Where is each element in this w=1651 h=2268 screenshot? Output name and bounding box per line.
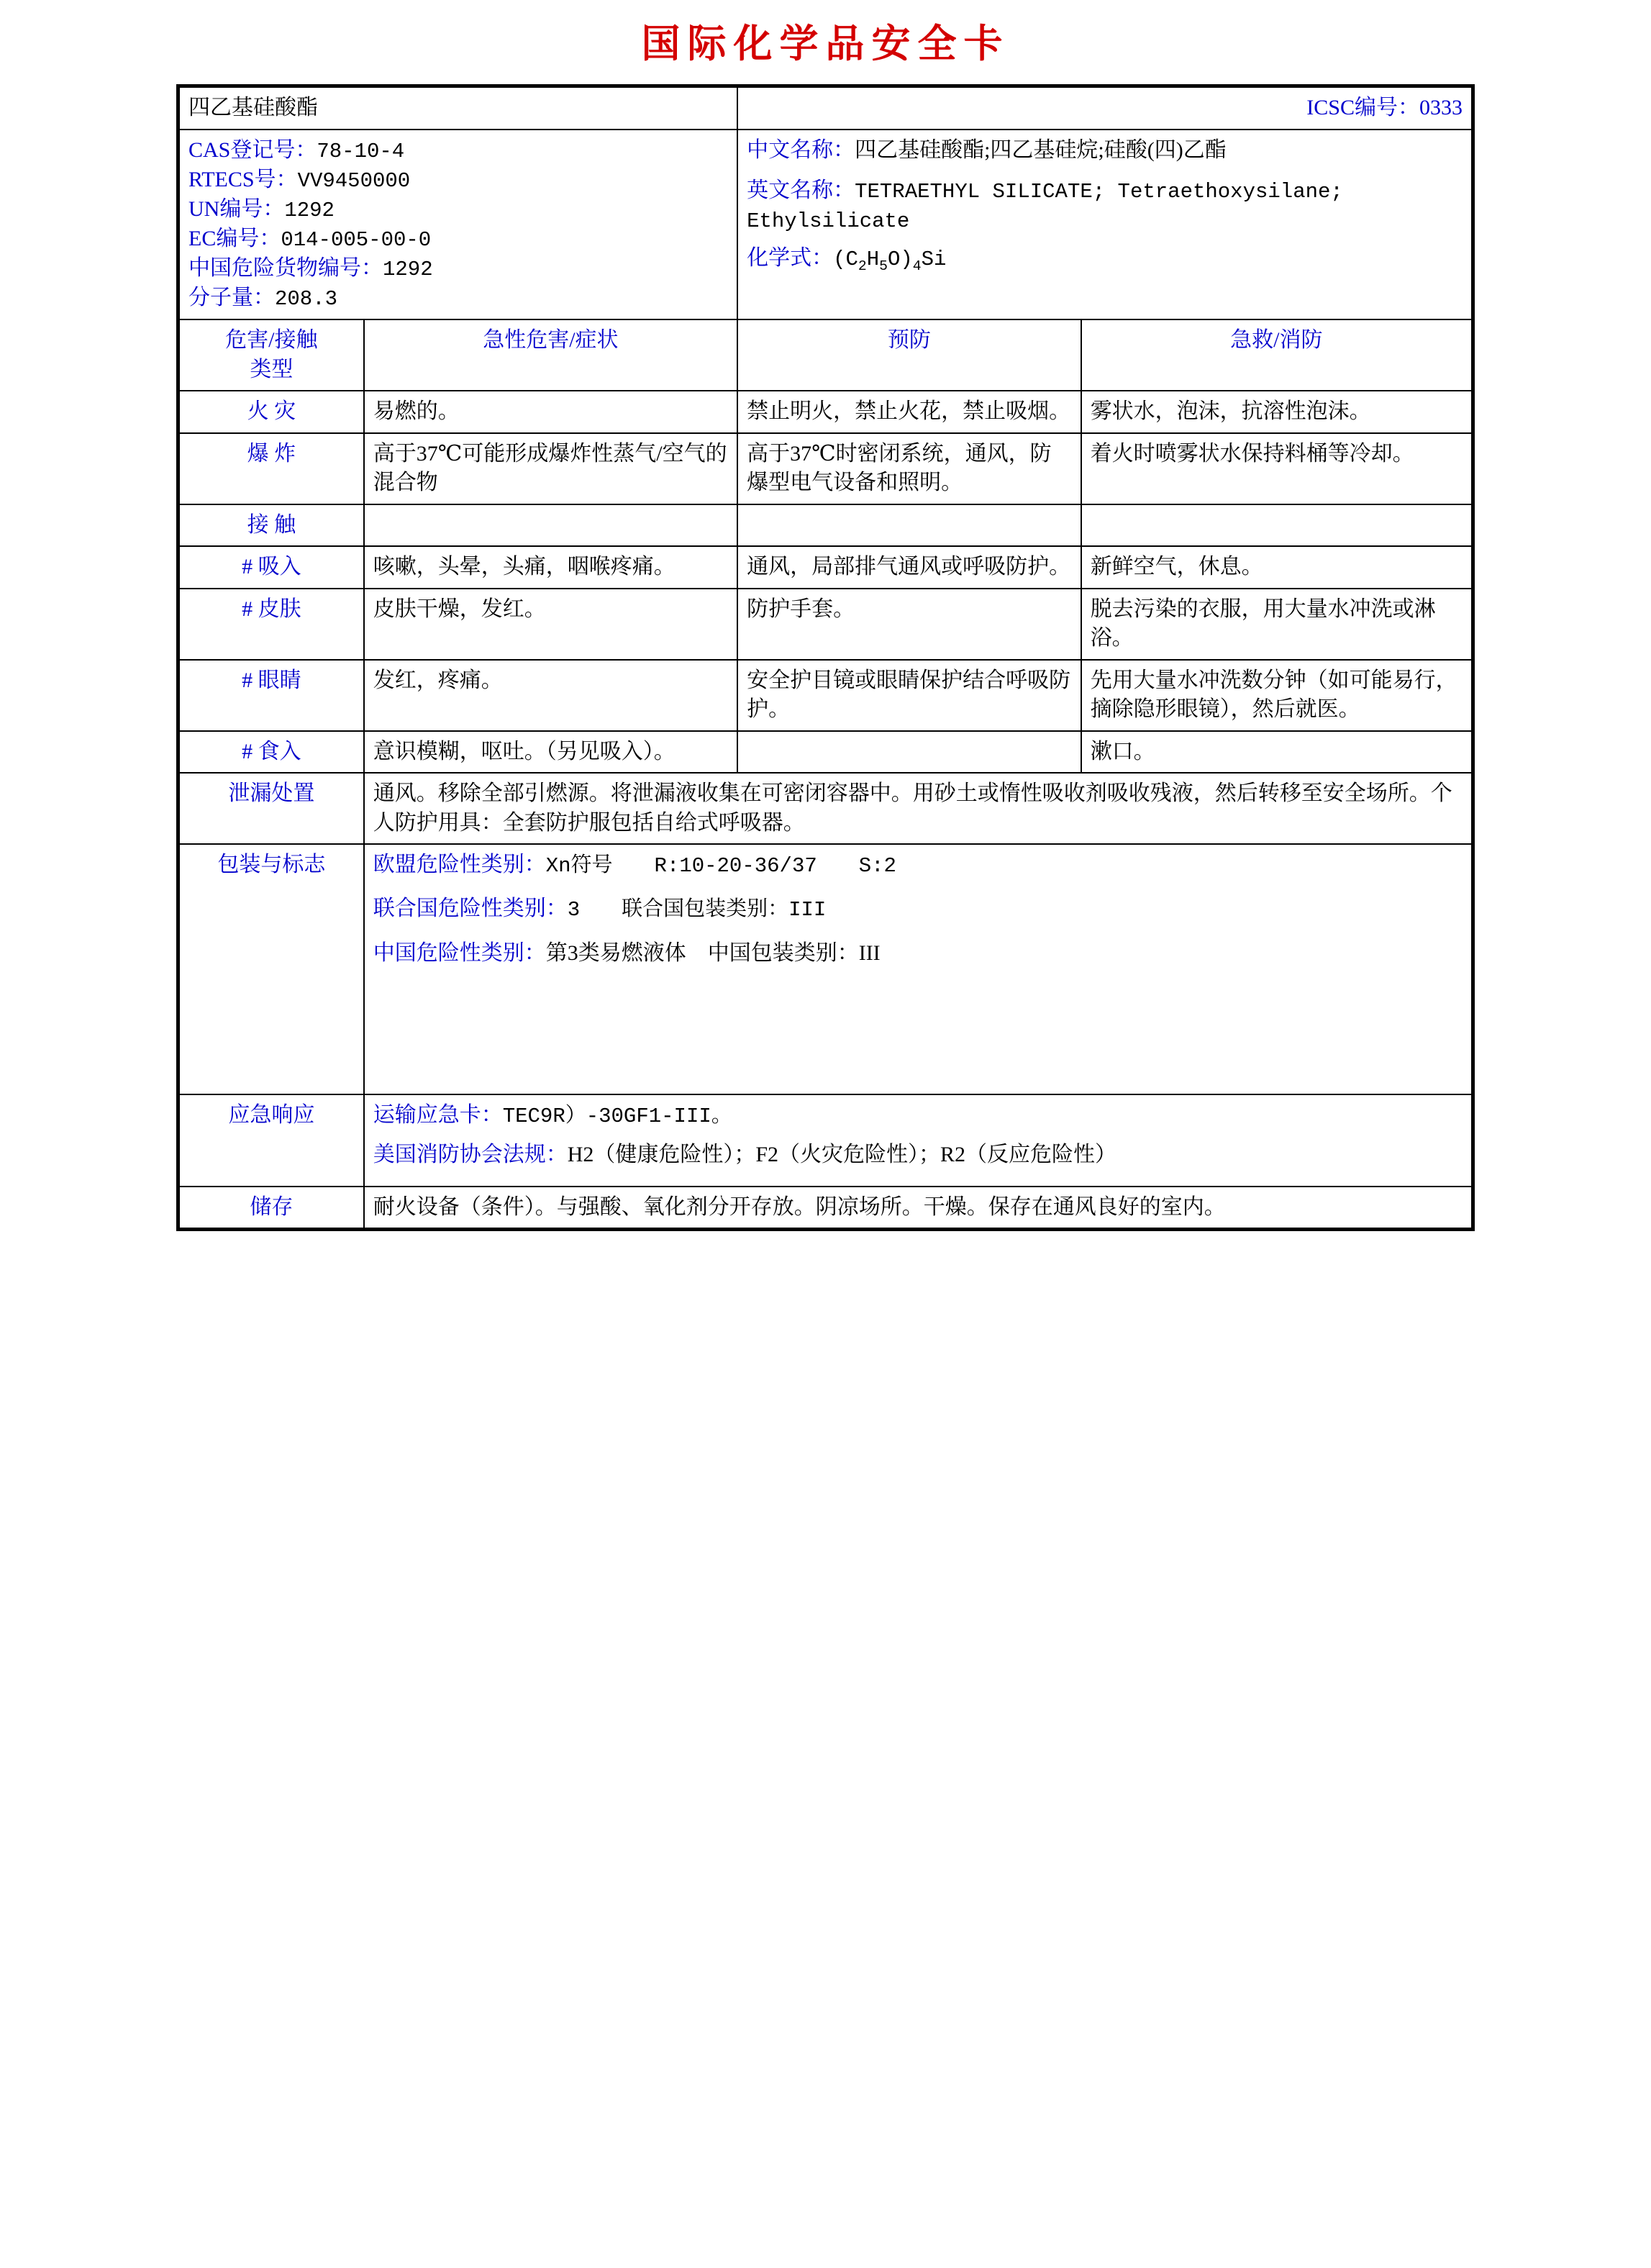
col-header-type xyxy=(179,319,364,391)
row-label: # 吸入 xyxy=(179,546,364,589)
row-prevention xyxy=(737,504,1081,547)
packaging-key: 中国危险性类别： xyxy=(373,940,546,965)
row-firstaid: 脱去污染的衣服，用大量水冲洗或淋浴。 xyxy=(1081,589,1472,660)
formula-label: 化学式： xyxy=(747,246,834,271)
table-row xyxy=(179,433,1472,504)
table-row xyxy=(179,546,1472,589)
spill-text: 通风。移除全部引燃源。将泄漏液收集在可密闭容器中。用砂土或惰性吸收剂吸收残液，然后转移至安全场所。个人防护用具：全套防护服包括自给式呼吸器。 xyxy=(364,773,1472,844)
icsc-number-cell xyxy=(737,87,1472,130)
row-label: # 皮肤 xyxy=(179,589,364,660)
ec-value: 014-005-00-0 xyxy=(281,227,432,252)
row-acute: 易燃的。 xyxy=(364,391,737,433)
row-acute: 咳嗽，头晕，头痛，咽喉疼痛。 xyxy=(364,546,737,589)
row-acute xyxy=(364,504,737,547)
row-firstaid: 雾状水，泡沫，抗溶性泡沫。 xyxy=(1081,391,1472,433)
un-line xyxy=(188,195,728,224)
row-firstaid: 着火时喷雾状水保持料桶等冷却。 xyxy=(1081,433,1472,504)
response-line-nfpa xyxy=(373,1140,1463,1170)
response-row xyxy=(179,1094,1472,1187)
rtecs-label: RTECS号： xyxy=(188,167,298,191)
storage-row xyxy=(179,1187,1472,1229)
table-row xyxy=(179,589,1472,660)
packaging-value: 第3类易燃液体 中国包装类别：III xyxy=(545,940,881,965)
formula-value: $(C_2H_5O)_4Si$ xyxy=(833,248,947,275)
packaging-value: Xn符号 R:10-20-36/37 S:2 xyxy=(545,854,896,879)
spill-row xyxy=(179,773,1472,844)
en-name-label: 英文名称： xyxy=(747,178,855,202)
packaging-key: 欧盟危险性类别： xyxy=(373,853,546,877)
col-header-type-line1: 危害/接触 xyxy=(225,328,318,353)
cn-danger-label: 中国危险货物编号： xyxy=(188,256,383,281)
en-name-value: TETRAETHYL SILICATE; Tetraethoxysilane; Ethylsilicate xyxy=(747,180,1343,234)
packaging-content xyxy=(364,844,1472,1094)
en-name-line xyxy=(747,176,1463,235)
response-key: 运输应急卡： xyxy=(373,1103,503,1128)
col-header-acute: 急性危害/症状 xyxy=(364,319,737,391)
spill-label: 泄漏处置 xyxy=(179,773,364,844)
column-header-row xyxy=(179,319,1472,391)
identification-right xyxy=(737,130,1472,320)
row-label: # 食入 xyxy=(179,731,364,774)
response-content xyxy=(364,1094,1472,1187)
un-value: 1292 xyxy=(284,198,335,222)
row-acute: 意识模糊，呕吐。（另见吸入）。 xyxy=(364,731,737,774)
row-prevention: 禁止明火，禁止火花，禁止吸烟。 xyxy=(737,391,1081,433)
mw-value: 208.3 xyxy=(275,287,338,312)
ec-label: EC编号： xyxy=(188,226,281,250)
safety-card-table xyxy=(178,86,1473,1229)
row-prevention: 高于37℃时密闭系统，通风，防爆型电气设备和照明。 xyxy=(737,433,1081,504)
storage-label: 储存 xyxy=(179,1187,364,1229)
packaging-value: 3 联合国包装类别：III xyxy=(567,898,827,922)
packaging-line-cn xyxy=(373,939,1463,969)
response-value: TEC9R）-30GF1-III。 xyxy=(502,1104,732,1129)
rtecs-value: VV9450000 xyxy=(297,168,411,193)
col-header-type-line2: 类型 xyxy=(250,357,294,381)
icsc-value: 0333 xyxy=(1419,96,1463,119)
cas-value: 78-10-4 xyxy=(317,139,405,163)
packaging-label: 包装与标志 xyxy=(179,844,364,1094)
identification-row xyxy=(179,130,1472,320)
un-label: UN编号： xyxy=(188,196,285,221)
cn-name-value: 四乙基硅酸酯;四乙基硅烷;硅酸(四)乙酯 xyxy=(855,137,1227,162)
page-title: 国际化学品安全卡 xyxy=(641,20,1010,66)
row-prevention: 安全护目镜或眼睛保护结合呼吸防护。 xyxy=(737,660,1081,731)
row-label: 火 灾 xyxy=(179,391,364,433)
row-prevention: 防护手套。 xyxy=(737,589,1081,660)
row-firstaid: 先用大量水冲洗数分钟（如可能易行，摘除隐形眼镜），然后就医。 xyxy=(1081,660,1472,731)
response-value: H2（健康危险性）；F2（火灾危险性）；R2（反应危险性） xyxy=(567,1143,1117,1167)
cn-danger-line xyxy=(188,254,728,284)
row-label: 爆 炸 xyxy=(179,433,364,504)
icsc-label: ICSC编号： xyxy=(1306,96,1419,119)
cn-name-line xyxy=(747,136,1463,165)
row-prevention xyxy=(737,731,1081,774)
mw-label: 分子量： xyxy=(188,286,275,310)
row-label: # 眼睛 xyxy=(179,660,364,731)
identification-left xyxy=(179,130,737,320)
row-acute: 高于37℃可能形成爆炸性蒸气/空气的混合物 xyxy=(364,433,737,504)
row-firstaid xyxy=(1081,504,1472,547)
ec-line xyxy=(188,224,728,254)
response-key: 美国消防协会法规： xyxy=(373,1143,568,1167)
packaging-line-un xyxy=(373,894,1463,924)
packaging-row xyxy=(179,844,1472,1094)
safety-card xyxy=(176,84,1475,1231)
table-row xyxy=(179,731,1472,774)
cn-danger-value: 1292 xyxy=(383,258,433,282)
substance-name: 四乙基硅酸酯 xyxy=(179,87,737,130)
cas-line xyxy=(188,136,728,165)
formula-line xyxy=(747,244,1463,276)
row-firstaid: 漱口。 xyxy=(1081,731,1472,774)
rtecs-line xyxy=(188,165,728,195)
table-row xyxy=(179,504,1472,547)
row-acute: 皮肤干燥，发红。 xyxy=(364,589,737,660)
col-header-prevention: 预防 xyxy=(737,319,1081,391)
cn-name-label: 中文名称： xyxy=(747,137,855,162)
row-firstaid: 新鲜空气，休息。 xyxy=(1081,546,1472,589)
row-label: 接 触 xyxy=(179,504,364,547)
storage-text: 耐火设备（条件）。与强酸、氧化剂分开存放。阴凉场所。干燥。保存在通风良好的室内。 xyxy=(364,1187,1472,1229)
table-row xyxy=(179,391,1472,433)
response-label: 应急响应 xyxy=(179,1094,364,1187)
cas-label: CAS登记号： xyxy=(188,137,317,162)
packaging-line-eu xyxy=(373,850,1463,880)
row-acute: 发红，疼痛。 xyxy=(364,660,737,731)
response-line-transport xyxy=(373,1101,1463,1130)
packaging-key: 联合国危险性类别： xyxy=(373,897,568,921)
col-header-firstaid: 急救/消防 xyxy=(1081,319,1472,391)
table-row xyxy=(179,660,1472,731)
mw-line xyxy=(188,284,728,313)
row-prevention: 通风，局部排气通风或呼吸防护。 xyxy=(737,546,1081,589)
card-header-row xyxy=(179,87,1472,130)
